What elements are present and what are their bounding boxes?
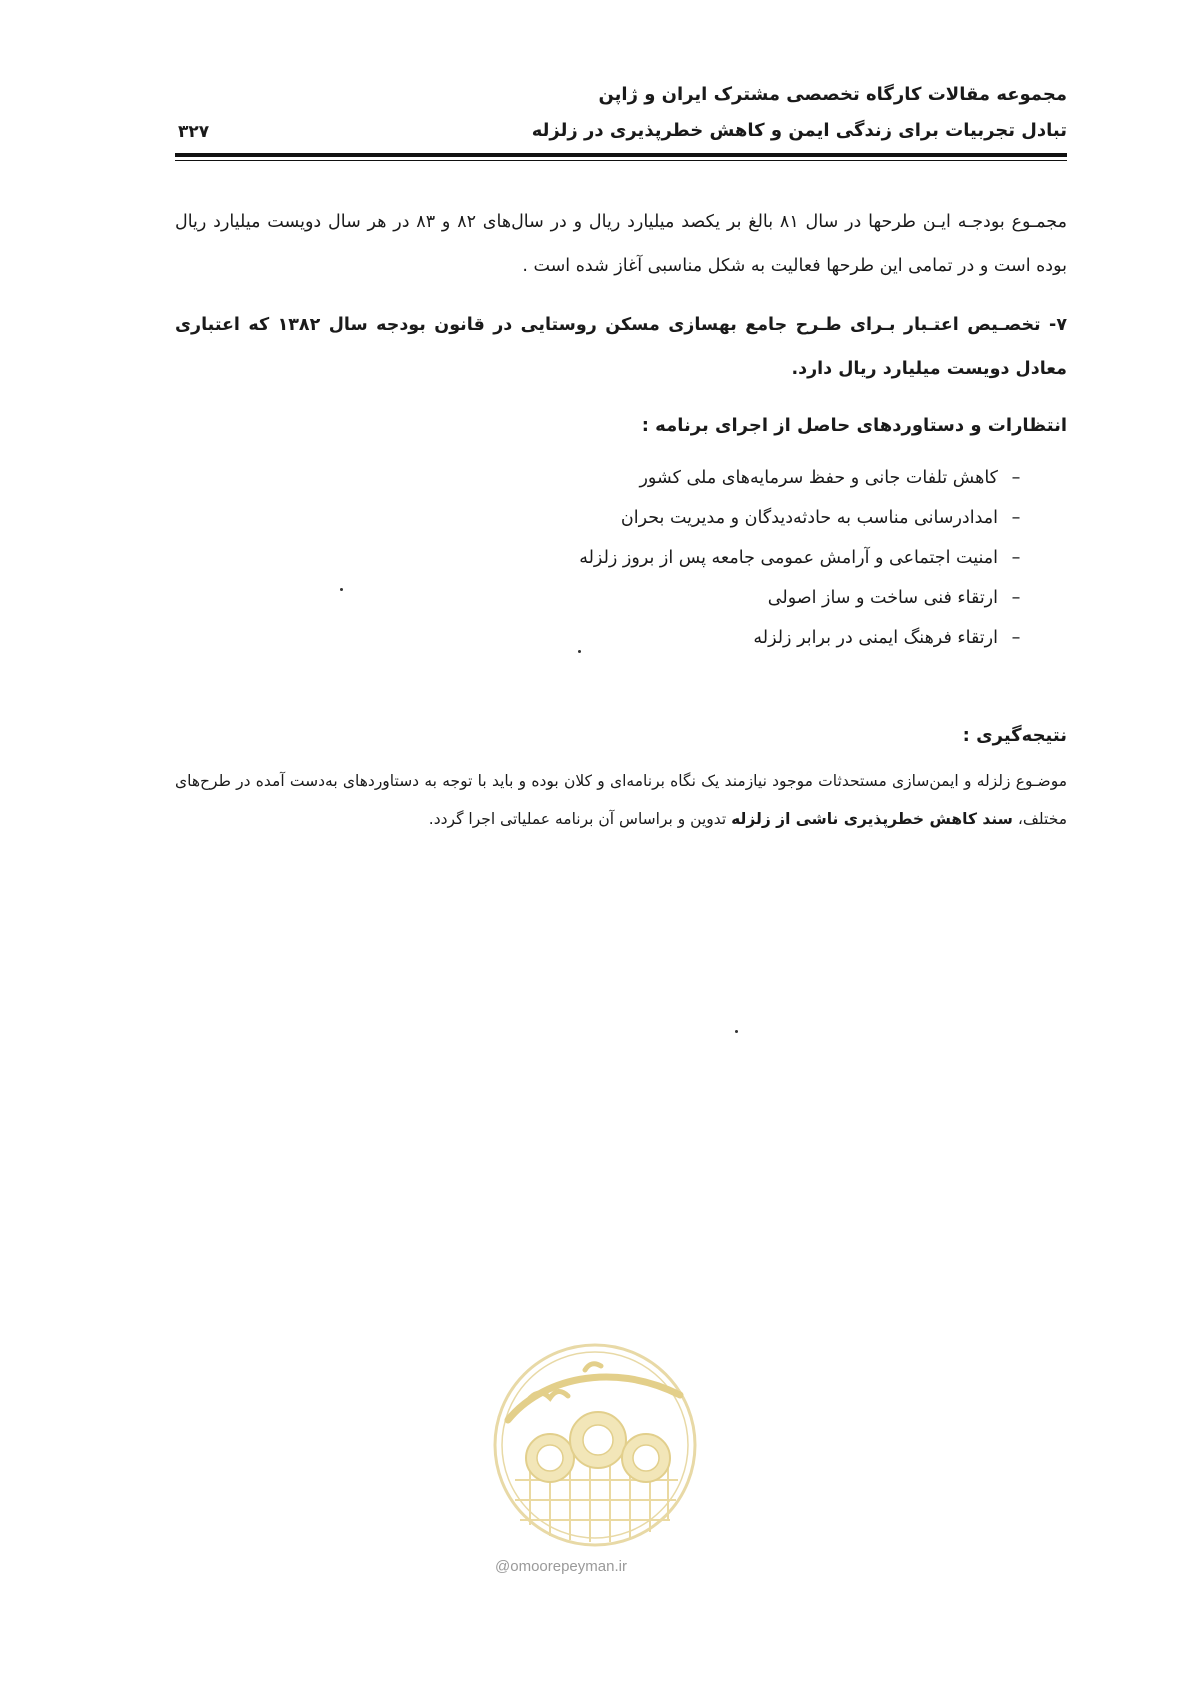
bullet-dash: –	[1011, 468, 1021, 488]
list-item-text: ارتقاء فرهنگ ایمنی در برابر زلزله	[753, 628, 998, 648]
conclusion-bold-phrase: سند کاهش خطرپذیری ناشی از زلزله	[731, 810, 1013, 828]
watermark-caption: @omoorepeyman.ir	[495, 1558, 627, 1575]
list-item	[579, 538, 1034, 578]
list-item	[579, 498, 1034, 538]
expectations-heading: انتظارات و دستاوردهای حاصل از اجرای برنامه :	[641, 415, 1067, 436]
header-rule-thin	[175, 160, 1067, 161]
bullet-dash: –	[1011, 508, 1021, 528]
expectations-list	[579, 458, 1034, 658]
list-item-text: امدادرسانی مناسب به حادثه‌دیدگان و مدیریت بحران	[620, 508, 998, 528]
conclusion-text-part1: موضـوع زلزله و ایمن‌سازی مستحدثات موجود نیازمند یک نگاه برنامه‌ای و کلان بوده و باید با توجه به دستاوردهای به‌دست آمده در طرح‌های مختلف،	[175, 772, 1067, 828]
header-rule-thick	[175, 153, 1067, 157]
budget-paragraph: مجمـوع بودجـه ایـن طرحها در سال ۸۱ بالغ بر یکصد میلیارد ریال و در سال‌های ۸۲ و ۸۳ در هر سال دویست میلیارد ریال بوده است و در تمامی این طرحها فعالیت به شکل مناسبی آغاز شده است .	[175, 212, 1067, 276]
list-item	[579, 618, 1034, 658]
bullet-dash: –	[1011, 588, 1021, 608]
list-item-text: امنیت اجتماعی و آرامش عمومی جامعه پس از بروز زلزله	[579, 548, 998, 568]
stray-dot	[340, 588, 343, 591]
conclusion-paragraph	[175, 762, 1067, 838]
stray-dot	[578, 650, 581, 653]
item-7-paragraph: ۷- تخصـیص اعتـبار بـرای طـرح جامع بهسازی مسکن روستایی در قانون بودجه سال ۱۳۸۲ که اعتباری معادل دویست میلیارد ریال دارد.	[175, 315, 1067, 379]
stray-dot	[735, 1030, 738, 1033]
list-item	[579, 458, 1034, 498]
page-number: ۳۲۷	[178, 122, 210, 142]
bullet-dash: –	[1011, 548, 1021, 568]
conclusion-text-part2: تدوین و براساس آن برنامه عملیاتی اجرا گردد.	[428, 810, 732, 828]
header-title-line1: مجموعه مقالات کارگاه تخصصی مشترک ایران و ژاپن	[598, 84, 1067, 105]
list-item-text: کاهش تلفات جانی و حفظ سرمایه‌های ملی کشور	[639, 468, 998, 488]
watermark-seal-logo	[490, 1340, 700, 1550]
bullet-dash: –	[1011, 628, 1021, 648]
list-item	[579, 578, 1034, 618]
header-title-line2: تبادل تجربیات برای زندگی ایمن و کاهش خطرپذیری در زلزله	[531, 120, 1067, 141]
list-item-text: ارتقاء فنی ساخت و ساز اصولی	[767, 588, 998, 608]
conclusion-heading: نتیجه‌گیری :	[962, 725, 1067, 746]
